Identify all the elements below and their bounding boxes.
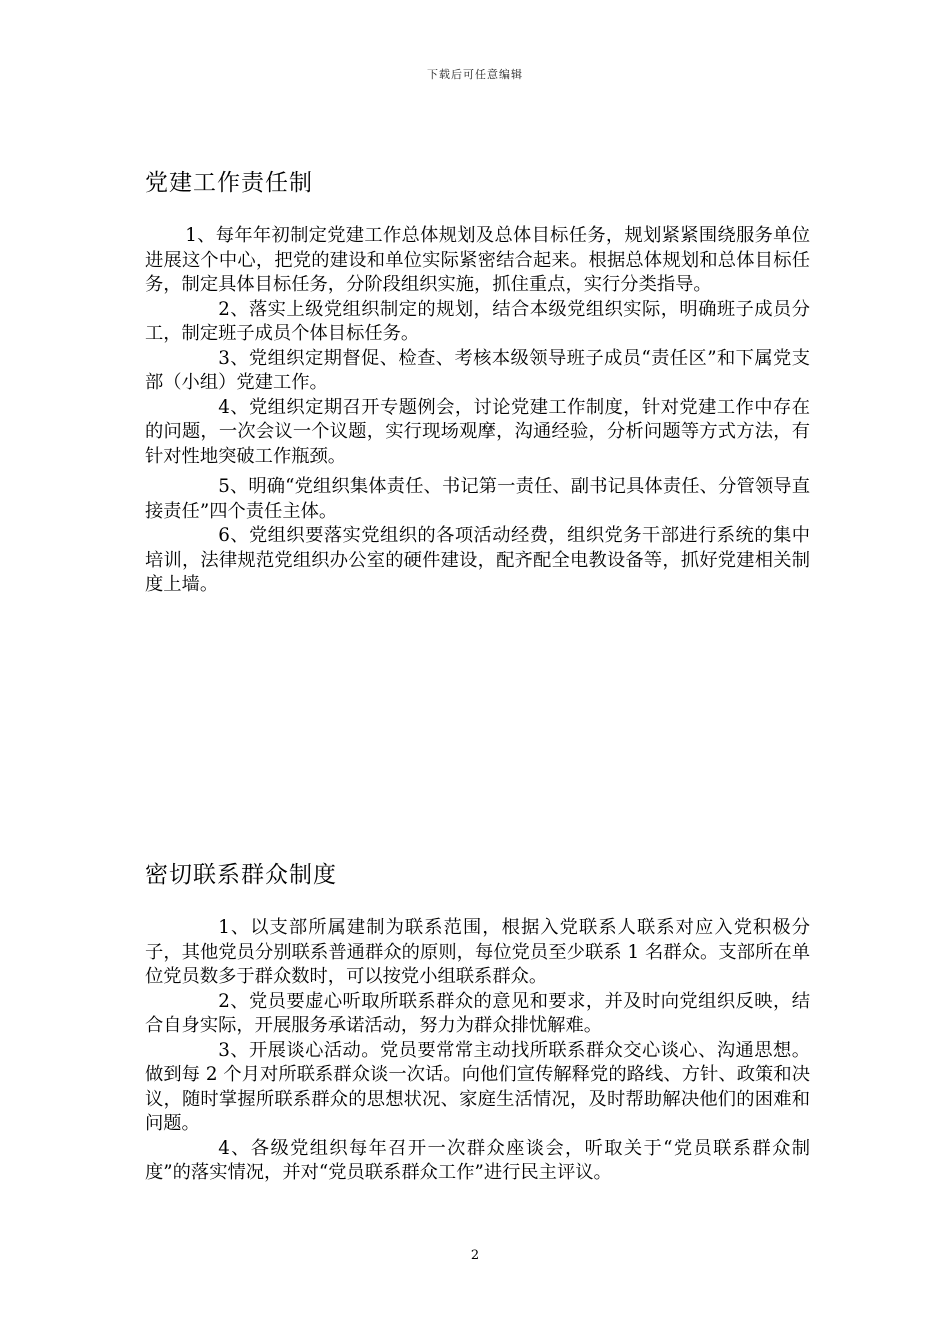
paragraph: 3、党组织定期督促、检查、考核本级领导班子成员“责任区”和下属党支部（小组）党建工作。: [145, 347, 810, 393]
paragraph: 2、落实上级党组织制定的规划，结合本级党组织实际，明确班子成员分工，制定班子成员个体目标任务。: [145, 298, 810, 344]
paragraph: 1、以支部所属建制为联系范围，根据入党联系人联系对应入党积极分子，其他党员分别联系普通群众的原则，每位党员至少联系 1 名群众。支部所在单位党员数多于群众数时，可以按党小组联系群众。: [145, 917, 810, 987]
section-party-building-responsibility: [145, 168, 810, 598]
paragraph: 4、各级党组织每年召开一次群众座谈会，听取关于“党员联系群众制度”的落实情况，并对“党员联系群众工作”进行民主评议。: [145, 1137, 810, 1183]
paragraph: 1、每年年初制定党建工作总体规划及总体目标任务，规划紧紧围绕服务单位进展这个中心，把党的建设和单位实际紧密结合起来。根据总体规划和总体目标任务，制定具体目标任务，分阶段组织实施，抓住重点，实行分类指导。: [145, 225, 810, 295]
section-title: 党建工作责任制: [145, 170, 313, 196]
paragraph: 4、党组织定期召开专题例会，讨论党建工作制度，针对党建工作中存在的问题，一次会议一个议题，实行现场观摩，沟通经验，分析问题等方式方法，有针对性地突破工作瓶颈。: [145, 396, 810, 467]
page-number: 2: [470, 1248, 480, 1263]
paragraph: 2、党员要虚心听取所联系群众的意见和要求，并及时向党组织反映，结合自身实际，开展服务承诺活动，努力为群众排忧解难。: [145, 990, 810, 1036]
section-mass-contact-system: [145, 860, 810, 1186]
paragraph: 5、明确“党组织集体责任、书记第一责任、副书记具体责任、分管领导直接责任”四个责任主体。: [145, 476, 810, 522]
paragraph: 3、开展谈心活动。党员要常常主动找所联系群众交心谈心、沟通思想。做到每 2 个月对所联系群众谈一次话。向他们宣传解释党的路线、方针、政策和决议，随时掌握所联系群众的思想状况、家庭生活情况，及时帮助解决他们的困难和问题。: [145, 1039, 810, 1134]
section-title: 密切联系群众制度: [145, 862, 337, 888]
page-header: 下载后可任意编辑: [427, 68, 523, 81]
paragraph: 6、党组织要落实党组织的各项活动经费，组织党务干部进行系统的集中培训，法律规范党组织办公室的硬件建设，配齐配全电教设备等，抓好党建相关制度上墙。: [145, 525, 810, 595]
